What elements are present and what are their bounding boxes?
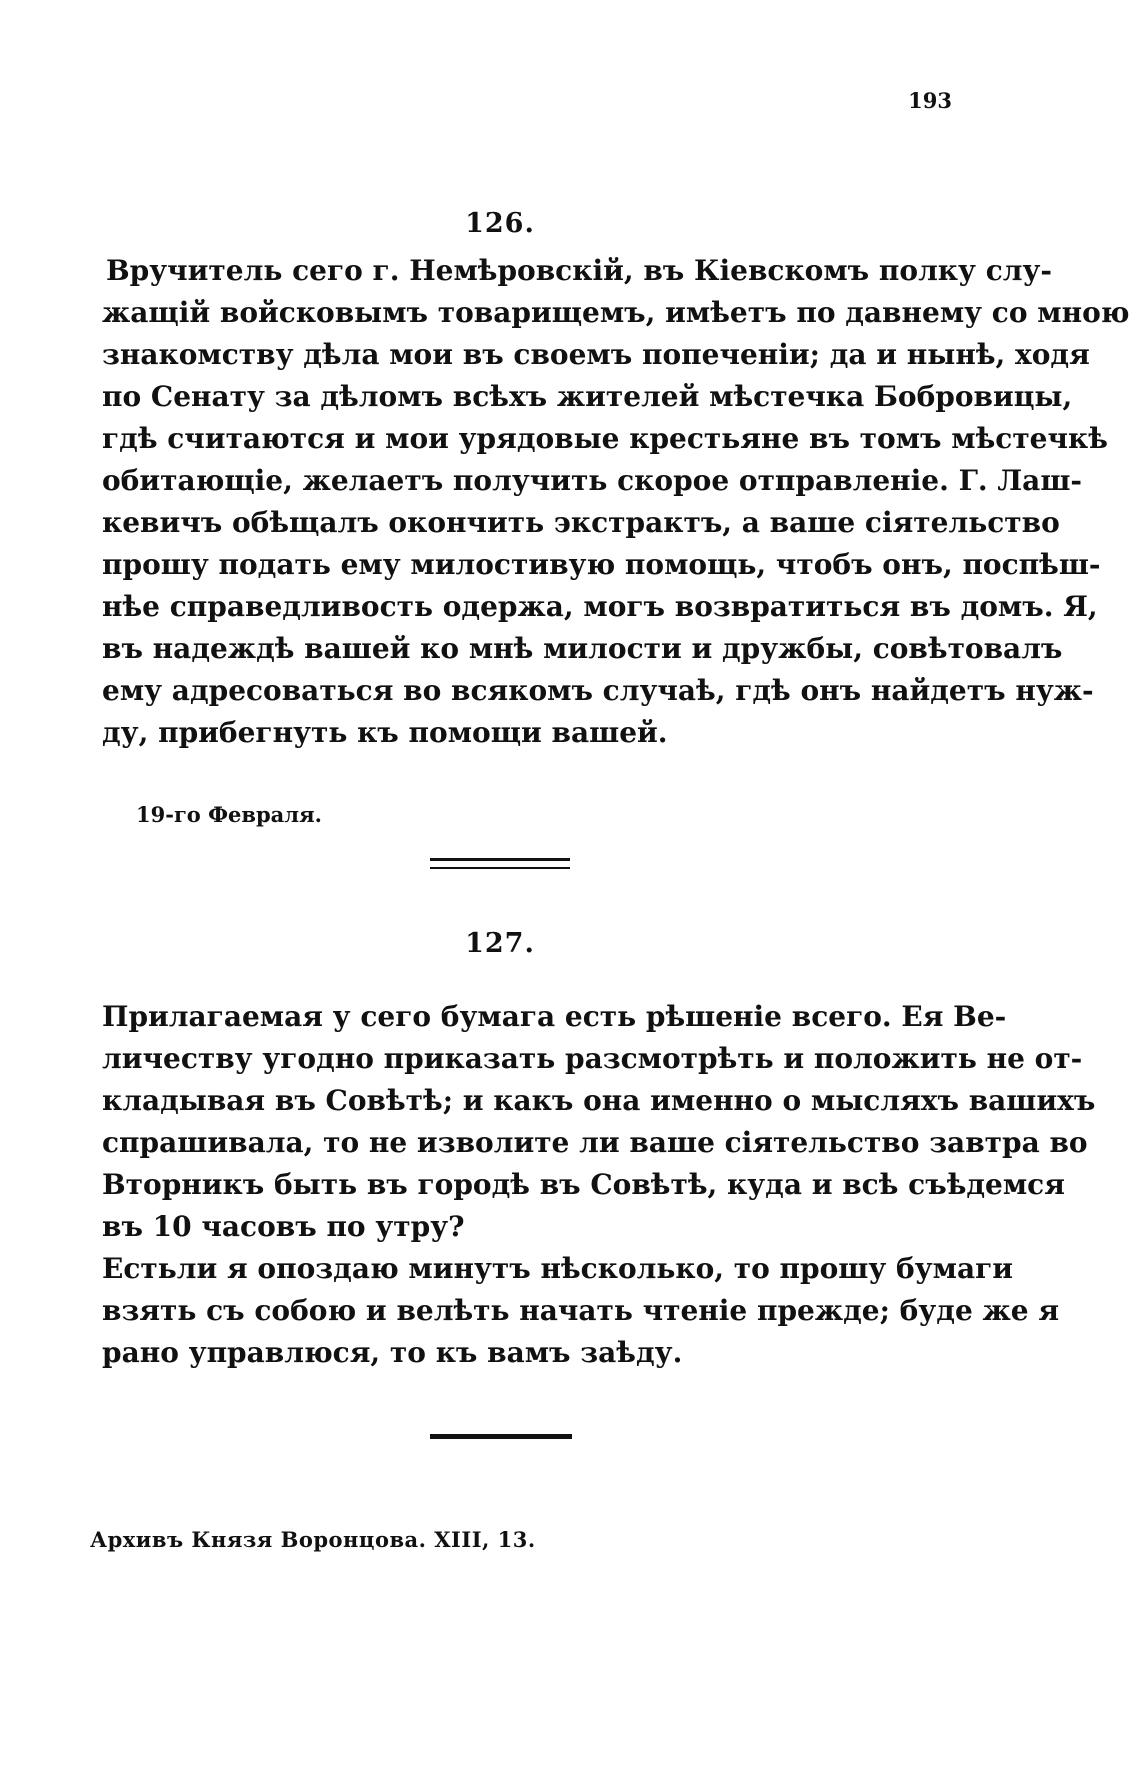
letter-127-line: спрашивала, то не изволите ли ваше сіятельство завтра во	[102, 1126, 1088, 1159]
letter-127-line: рано управлюся, то къ вамъ заѣду.	[102, 1336, 683, 1369]
letter-126-line: жащій войсковымъ товарищемъ, имѣетъ по давнему со мною	[102, 296, 1130, 329]
letter-126-line: въ надеждѣ вашей ко мнѣ милости и дружбы, совѣтовалъ	[102, 632, 1063, 665]
letter-126-line: прошу подать ему милостивую помощь, чтобъ онъ, поспѣш-	[102, 548, 1101, 581]
letter-126-line: кевичъ обѣщалъ окончить экстрактъ, а ваше сіятельство	[102, 506, 1060, 539]
letter-126-line: Вручитель сего г. Немѣровскій, въ Кіевскомъ полку слу-	[106, 254, 1053, 287]
letter-126-line: нѣе справедливость одержа, могъ возвратиться въ домъ. Я,	[102, 590, 1098, 623]
letter-127-line: Вторникъ быть въ городѣ въ Совѣтѣ, куда и всѣ съѣдемся	[102, 1168, 1065, 1201]
letter-126-date: 19-го Февраля.	[136, 802, 322, 827]
letter-126-line: знакомству дѣла мои въ своемъ попеченіи; да и нынѣ, ходя	[102, 338, 1090, 371]
letter-127-body	[102, 996, 1096, 1374]
letter-number-127: 127.	[465, 928, 535, 959]
letter-127-line: взять съ собою и велѣть начать чтеніе прежде; буде же я	[102, 1294, 1060, 1327]
letter-126-line: обитающіе, желаетъ получить скорое отправленіе. Г. Лаш-	[102, 464, 1083, 497]
letter-126-line: ему адресоваться во всякомъ случаѣ, гдѣ онъ найдетъ нуж-	[102, 674, 1094, 707]
letter-127-line: личеству угодно приказать разсмотрѣть и положить не от-	[102, 1042, 1083, 1075]
letter-126-line: ду, прибегнуть къ помощи вашей.	[102, 716, 668, 749]
letter-number-126: 126.	[465, 208, 535, 239]
letter-127-line: Естьли я опоздаю минутъ нѣсколько, то прошу бумаги	[102, 1252, 1014, 1285]
letter-127-line: кладывая въ Совѣтѣ; и какъ она именно о мысляхъ вашихъ	[102, 1084, 1096, 1117]
archive-source: Архивъ Князя Воронцова. XIII, 13.	[90, 1527, 536, 1552]
letter-127-line: Прилагаемая у сего бумага есть рѣшеніе всего. Ея Ве-	[102, 1000, 1007, 1033]
letter-127-line: въ 10 часовъ по утру?	[102, 1210, 465, 1243]
end-divider	[430, 1434, 572, 1439]
letter-126-line: по Сенату за дѣломъ всѣхъ жителей мѣстечка Бобровицы,	[102, 380, 1073, 413]
letter-126-body	[102, 250, 1130, 754]
section-divider	[430, 858, 570, 869]
letter-126-line: гдѣ считаются и мои урядовые крестьяне въ томъ мѣстечкѣ	[102, 422, 1108, 455]
page-number: 193	[908, 88, 952, 113]
